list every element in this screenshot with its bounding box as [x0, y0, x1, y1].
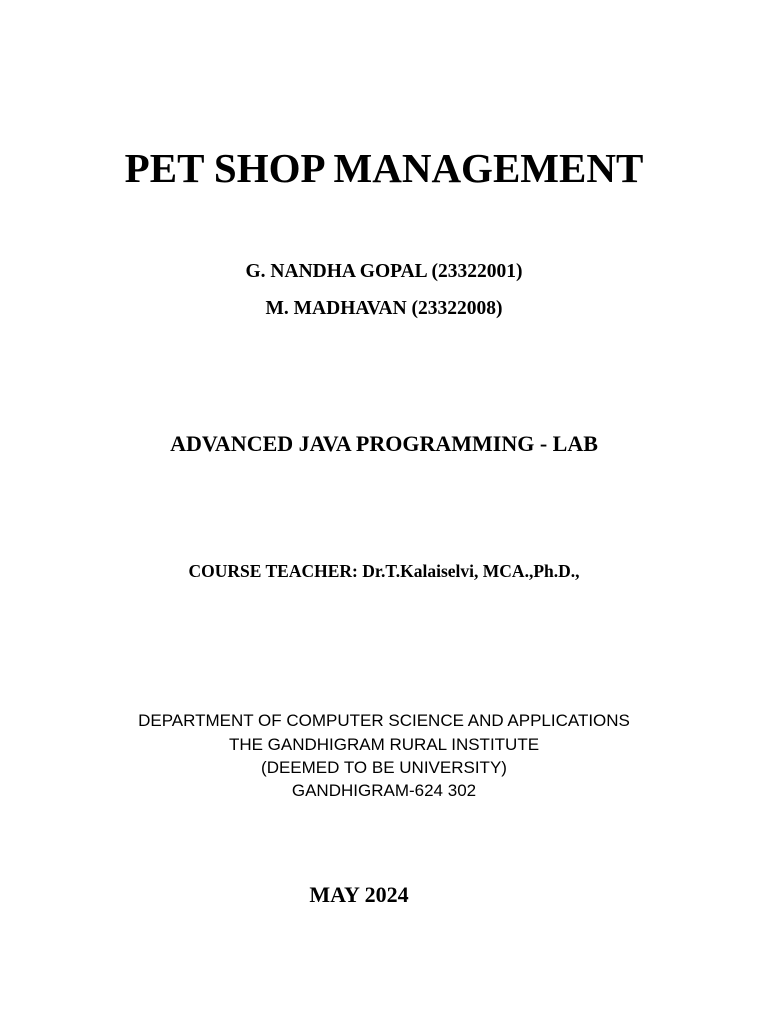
course-subject: ADVANCED JAVA PROGRAMMING - LAB — [170, 431, 598, 456]
department-name: DEPARTMENT OF COMPUTER SCIENCE AND APPLICATIONS — [138, 711, 630, 730]
author-name-2: M. MADHAVAN (23322008) — [265, 298, 503, 319]
institute-name: THE GANDHIGRAM RURAL INSTITUTE — [228, 735, 540, 754]
institute-status: (DEEMED TO BE UNIVERSITY) — [261, 758, 507, 777]
submission-date: MAY 2024 — [309, 882, 409, 907]
institute-address: GANDHIGRAM-624 302 — [291, 781, 477, 800]
author-name-1: G. NANDHA GOPAL (23322001) — [245, 261, 523, 282]
course-teacher: COURSE TEACHER: Dr.T.Kalaiselvi, MCA.,Ph.D., — [188, 561, 580, 581]
document-title: PET SHOP MANAGEMENT — [124, 145, 644, 191]
